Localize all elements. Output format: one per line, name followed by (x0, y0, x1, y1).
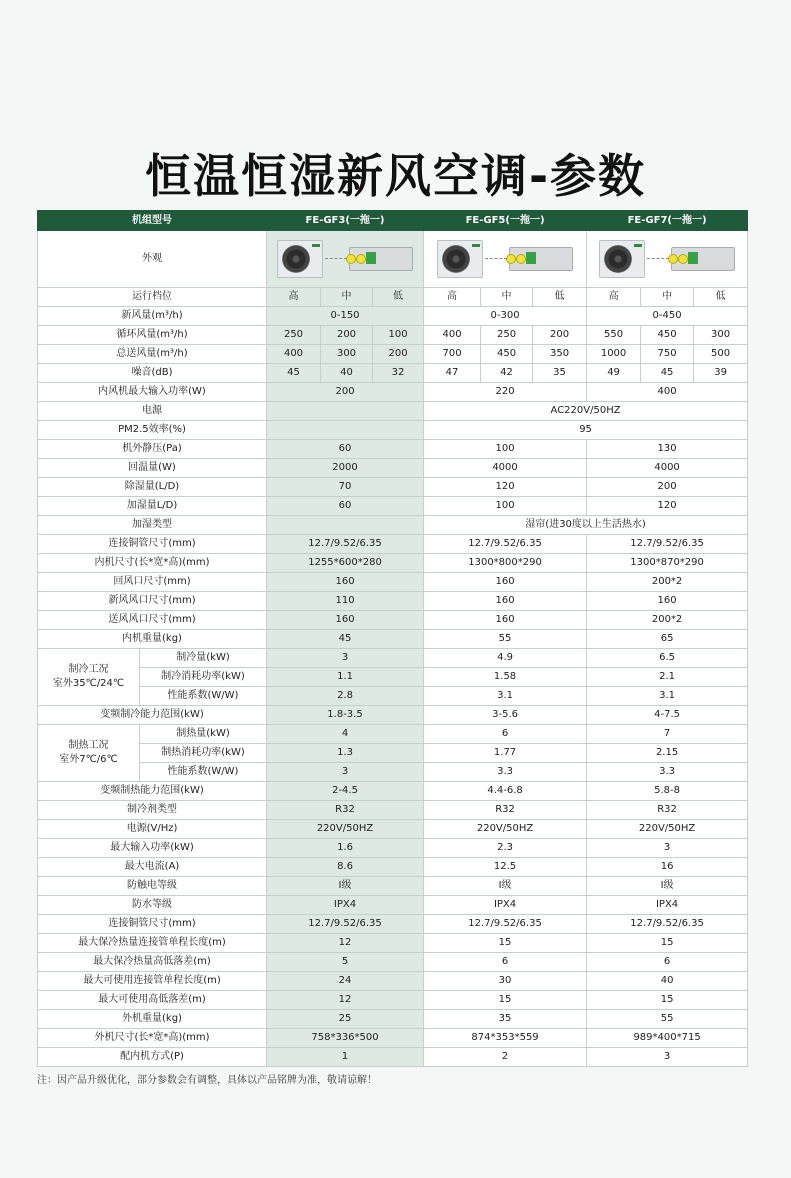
value-gf5: 160 (424, 592, 587, 611)
row-label: 噪音(dB) (38, 364, 267, 383)
value-gf3: 12 (267, 934, 424, 953)
value-gf7: 5.8-8 (587, 782, 748, 801)
value-gf5: 6 (424, 725, 587, 744)
value-gf3: 25 (267, 1010, 424, 1029)
row-label: 性能系数(W/W) (140, 687, 267, 706)
value-cell: 中 (481, 288, 533, 307)
row-label: 机外静压(Pa) (38, 440, 267, 459)
value-gf3: 1255*600*280 (267, 554, 424, 573)
value-gf5: 30 (424, 972, 587, 991)
table-row (38, 326, 748, 345)
value-cell: 49 (587, 364, 641, 383)
value-cell: 高 (424, 288, 481, 307)
value-gf7: 4000 (587, 459, 748, 478)
outdoor-unit-icon (599, 240, 645, 278)
table-row (38, 706, 748, 725)
value-gf7: 7 (587, 725, 748, 744)
value-cell: 550 (587, 326, 641, 345)
table-row (38, 383, 748, 402)
value-gf5: 12.5 (424, 858, 587, 877)
value-gf7: 15 (587, 934, 748, 953)
value-cell: 250 (481, 326, 533, 345)
indoor-unit-icon (671, 247, 735, 271)
value-gf7: 2.1 (587, 668, 748, 687)
heating-condition-label (38, 725, 140, 782)
value-cell: 250 (267, 326, 321, 345)
outdoor-unit-icon (437, 240, 483, 278)
value-gf7: 3.3 (587, 763, 748, 782)
value-gf3: 2000 (267, 459, 424, 478)
appearance-gf5 (424, 231, 587, 288)
table-row (38, 877, 748, 896)
table-row (38, 668, 748, 687)
value-gf3: 8.6 (267, 858, 424, 877)
value-gf7: 3 (587, 1048, 748, 1067)
value-cell: 35 (533, 364, 587, 383)
value-cell: 45 (641, 364, 694, 383)
value-gf3: 12 (267, 991, 424, 1010)
value-gf7: 12.7/9.52/6.35 (587, 915, 748, 934)
value-cell: 47 (424, 364, 481, 383)
value-gf3: 1.8-3.5 (267, 706, 424, 725)
table-row (38, 1048, 748, 1067)
product-image (437, 240, 573, 278)
row-label: 外机尺寸(长*宽*高)(mm) (38, 1029, 267, 1048)
value-cell: 450 (481, 345, 533, 364)
product-image (277, 240, 413, 278)
value-cell: 45 (267, 364, 321, 383)
value-gf7: 130 (587, 440, 748, 459)
table-row (38, 858, 748, 877)
row-label: 回风口尺寸(mm) (38, 573, 267, 592)
row-label: 最大保冷热量高低落差(m) (38, 953, 267, 972)
value-gf5: 120 (424, 478, 587, 497)
table-row (38, 687, 748, 706)
value-cell: 低 (694, 288, 748, 307)
value-gf7: 1300*870*290 (587, 554, 748, 573)
value-gf3: 60 (267, 497, 424, 516)
value-gf3: 5 (267, 953, 424, 972)
value-gf7: R32 (587, 801, 748, 820)
table-row (38, 839, 748, 858)
table-row (38, 402, 748, 421)
row-label: 回温量(W) (38, 459, 267, 478)
header-model-gf5: FE-GF5(一拖一) (424, 211, 587, 231)
value-gf3: 3 (267, 649, 424, 668)
value-gf5: 100 (424, 497, 587, 516)
value-gf5: 4000 (424, 459, 587, 478)
value-gf5: IPX4 (424, 896, 587, 915)
value-cell: 42 (481, 364, 533, 383)
row-label: 新风量(m³/h) (38, 307, 267, 326)
value-gf3 (267, 402, 424, 421)
value-gf3: 1.1 (267, 668, 424, 687)
row-label: 防水等级 (38, 896, 267, 915)
value-gf3: 1.3 (267, 744, 424, 763)
row-label: 除湿量(L/D) (38, 478, 267, 497)
value-gf7: 2.15 (587, 744, 748, 763)
row-label: 循环风量(m³/h) (38, 326, 267, 345)
indoor-unit-icon (509, 247, 573, 271)
value-gf7: 40 (587, 972, 748, 991)
table-row (38, 592, 748, 611)
row-label: 外观 (38, 231, 267, 288)
value-cell: 低 (533, 288, 587, 307)
condition-line: 制热工况 (68, 740, 109, 751)
table-row (38, 307, 748, 326)
value-cell: 高 (267, 288, 321, 307)
value-cell: 39 (694, 364, 748, 383)
value-gf7: 200*2 (587, 573, 748, 592)
value-gf5: 874*353*559 (424, 1029, 587, 1048)
row-label: 性能系数(W/W) (140, 763, 267, 782)
value-shared: 湿帘(进30度以上生活热水) (424, 516, 748, 535)
value-gf5: 220 (424, 383, 587, 402)
row-label: 内机尺寸(长*宽*高)(mm) (38, 554, 267, 573)
table-row (38, 440, 748, 459)
value-gf3: I级 (267, 877, 424, 896)
value-gf7: IPX4 (587, 896, 748, 915)
product-image (599, 240, 735, 278)
value-shared: 95 (424, 421, 748, 440)
value-gf7: 16 (587, 858, 748, 877)
value-gf3: 24 (267, 972, 424, 991)
row-label: 制热量(kW) (140, 725, 267, 744)
row-label: 内风机最大输入功率(W) (38, 383, 267, 402)
table-row (38, 915, 748, 934)
value-gf3: 160 (267, 573, 424, 592)
value-cell: 1000 (587, 345, 641, 364)
row-label: 变频制冷能力范围(kW) (38, 706, 267, 725)
table-row (38, 820, 748, 839)
value-gf7: 65 (587, 630, 748, 649)
value-gf3: 0-150 (267, 307, 424, 326)
table-row (38, 288, 748, 307)
row-label: 制冷消耗功率(kW) (140, 668, 267, 687)
table-header-row (38, 211, 748, 231)
value-gf5: 220V/50HZ (424, 820, 587, 839)
appearance-gf7 (587, 231, 748, 288)
value-gf5: 3.1 (424, 687, 587, 706)
value-cell: 350 (533, 345, 587, 364)
value-gf3: 758*336*500 (267, 1029, 424, 1048)
value-gf5: 15 (424, 934, 587, 953)
appearance-gf3 (267, 231, 424, 288)
value-gf7: 120 (587, 497, 748, 516)
table-row (38, 364, 748, 383)
value-cell: 40 (321, 364, 373, 383)
value-gf5: I级 (424, 877, 587, 896)
row-label: 连接铜管尺寸(mm) (38, 915, 267, 934)
row-label: 总送风量(m³/h) (38, 345, 267, 364)
value-gf7: 6 (587, 953, 748, 972)
row-label: 电源 (38, 402, 267, 421)
outdoor-unit-icon (277, 240, 323, 278)
value-gf3: 160 (267, 611, 424, 630)
value-gf7: 200 (587, 478, 748, 497)
table-row (38, 630, 748, 649)
row-label: 外机重量(kg) (38, 1010, 267, 1029)
row-label: PM2.5效率(%) (38, 421, 267, 440)
table-row (38, 478, 748, 497)
value-gf7: 3.1 (587, 687, 748, 706)
table-row (38, 573, 748, 592)
value-cell: 200 (373, 345, 424, 364)
spec-table (37, 210, 748, 1067)
table-row (38, 801, 748, 820)
table-row (38, 725, 748, 744)
table-row (38, 459, 748, 478)
value-gf3: IPX4 (267, 896, 424, 915)
value-gf3: 70 (267, 478, 424, 497)
value-gf7: 220V/50HZ (587, 820, 748, 839)
value-gf3: 4 (267, 725, 424, 744)
value-gf3: 200 (267, 383, 424, 402)
value-gf5: 55 (424, 630, 587, 649)
value-gf3: 2-4.5 (267, 782, 424, 801)
value-cell: 中 (641, 288, 694, 307)
value-shared: AC220V/50HZ (424, 402, 748, 421)
value-gf5: 4.9 (424, 649, 587, 668)
value-cell: 750 (641, 345, 694, 364)
table-row (38, 991, 748, 1010)
row-label: 变频制热能力范围(kW) (38, 782, 267, 801)
table-row (38, 744, 748, 763)
table-row (38, 1010, 748, 1029)
table-row (38, 516, 748, 535)
footnote: 注：因产品升级优化，部分参数会有调整，具体以产品铭牌为准，敬请谅解！ (37, 1075, 377, 1086)
row-label: 最大电流(A) (38, 858, 267, 877)
table-row (38, 782, 748, 801)
value-gf3 (267, 516, 424, 535)
value-gf5: 12.7/9.52/6.35 (424, 535, 587, 554)
cooling-condition-label (38, 649, 140, 706)
table-row (38, 535, 748, 554)
value-gf7: 15 (587, 991, 748, 1010)
value-gf7: 3 (587, 839, 748, 858)
condition-line: 制冷工况 (68, 664, 109, 675)
value-gf7: 55 (587, 1010, 748, 1029)
value-cell: 300 (694, 326, 748, 345)
value-gf7: 200*2 (587, 611, 748, 630)
value-gf3: 220V/50HZ (267, 820, 424, 839)
value-cell: 500 (694, 345, 748, 364)
row-label: 内机重量(kg) (38, 630, 267, 649)
table-row (38, 934, 748, 953)
value-gf5: 3.3 (424, 763, 587, 782)
indoor-unit-icon (349, 247, 413, 271)
value-gf5: 2 (424, 1048, 587, 1067)
value-cell: 中 (321, 288, 373, 307)
value-cell: 400 (267, 345, 321, 364)
value-gf7: 400 (587, 383, 748, 402)
value-cell: 200 (321, 326, 373, 345)
value-gf5: 1.58 (424, 668, 587, 687)
value-gf3: 60 (267, 440, 424, 459)
table-row (38, 1029, 748, 1048)
value-gf7: 4-7.5 (587, 706, 748, 725)
header-model-gf7: FE-GF7(一拖一) (587, 211, 748, 231)
value-gf7: 989*400*715 (587, 1029, 748, 1048)
value-gf5: 3-5.6 (424, 706, 587, 725)
value-gf7: 12.7/9.52/6.35 (587, 535, 748, 554)
condition-line: 室外35℃/24℃ (52, 678, 125, 689)
header-model-gf3: FE-GF3(一拖一) (267, 211, 424, 231)
row-label: 电源(V/Hz) (38, 820, 267, 839)
value-cell: 高 (587, 288, 641, 307)
value-gf3: 1.6 (267, 839, 424, 858)
row-label: 最大可使用连接管单程长度(m) (38, 972, 267, 991)
row-label: 连接铜管尺寸(mm) (38, 535, 267, 554)
value-gf3: 45 (267, 630, 424, 649)
value-gf5: 15 (424, 991, 587, 1010)
row-label: 加湿量L/D) (38, 497, 267, 516)
row-label: 防触电等级 (38, 877, 267, 896)
value-gf5: 6 (424, 953, 587, 972)
value-gf3: 110 (267, 592, 424, 611)
value-gf3: 12.7/9.52/6.35 (267, 915, 424, 934)
value-gf3: 3 (267, 763, 424, 782)
table-row (38, 497, 748, 516)
row-label: 最大可使用高低落差(m) (38, 991, 267, 1010)
value-cell: 400 (424, 326, 481, 345)
value-gf5: 100 (424, 440, 587, 459)
value-cell: 200 (533, 326, 587, 345)
header-label: 机组型号 (38, 211, 267, 231)
row-label: 最大保冷热量连接管单程长度(m) (38, 934, 267, 953)
row-label: 制热消耗功率(kW) (140, 744, 267, 763)
value-gf5: 160 (424, 611, 587, 630)
row-label: 最大输入功率(kW) (38, 839, 267, 858)
value-cell: 300 (321, 345, 373, 364)
table-row (38, 345, 748, 364)
value-gf5: 1.77 (424, 744, 587, 763)
row-label: 送风风口尺寸(mm) (38, 611, 267, 630)
table-row (38, 972, 748, 991)
condition-line: 室外7℃/6℃ (59, 754, 118, 765)
value-cell: 100 (373, 326, 424, 345)
value-gf5: 1300*800*290 (424, 554, 587, 573)
value-cell: 低 (373, 288, 424, 307)
table-row (38, 611, 748, 630)
value-cell: 700 (424, 345, 481, 364)
value-gf7: 0-450 (587, 307, 748, 326)
value-gf5: 160 (424, 573, 587, 592)
table-row (38, 953, 748, 972)
page-title: 恒温恒湿新风空调-参数 (144, 149, 647, 203)
value-gf3: 2.8 (267, 687, 424, 706)
row-label: 新风风口尺寸(mm) (38, 592, 267, 611)
value-gf3 (267, 421, 424, 440)
value-gf5: 12.7/9.52/6.35 (424, 915, 587, 934)
row-label: 运行档位 (38, 288, 267, 307)
value-gf7: I级 (587, 877, 748, 896)
value-gf5: 0-300 (424, 307, 587, 326)
value-cell: 450 (641, 326, 694, 345)
value-gf3: 12.7/9.52/6.35 (267, 535, 424, 554)
row-label: 加湿类型 (38, 516, 267, 535)
value-gf5: 2.3 (424, 839, 587, 858)
value-gf5: R32 (424, 801, 587, 820)
value-gf5: 35 (424, 1010, 587, 1029)
row-label: 制冷剂类型 (38, 801, 267, 820)
table-row (38, 649, 748, 668)
table-row (38, 763, 748, 782)
value-gf3: R32 (267, 801, 424, 820)
value-gf7: 160 (587, 592, 748, 611)
table-row (38, 896, 748, 915)
value-cell: 32 (373, 364, 424, 383)
value-gf5: 4.4-6.8 (424, 782, 587, 801)
value-gf3: 1 (267, 1048, 424, 1067)
row-label: 制冷量(kW) (140, 649, 267, 668)
appearance-row (38, 231, 748, 288)
table-row (38, 554, 748, 573)
row-label: 配内机方式(P) (38, 1048, 267, 1067)
value-gf7: 6.5 (587, 649, 748, 668)
table-row (38, 421, 748, 440)
